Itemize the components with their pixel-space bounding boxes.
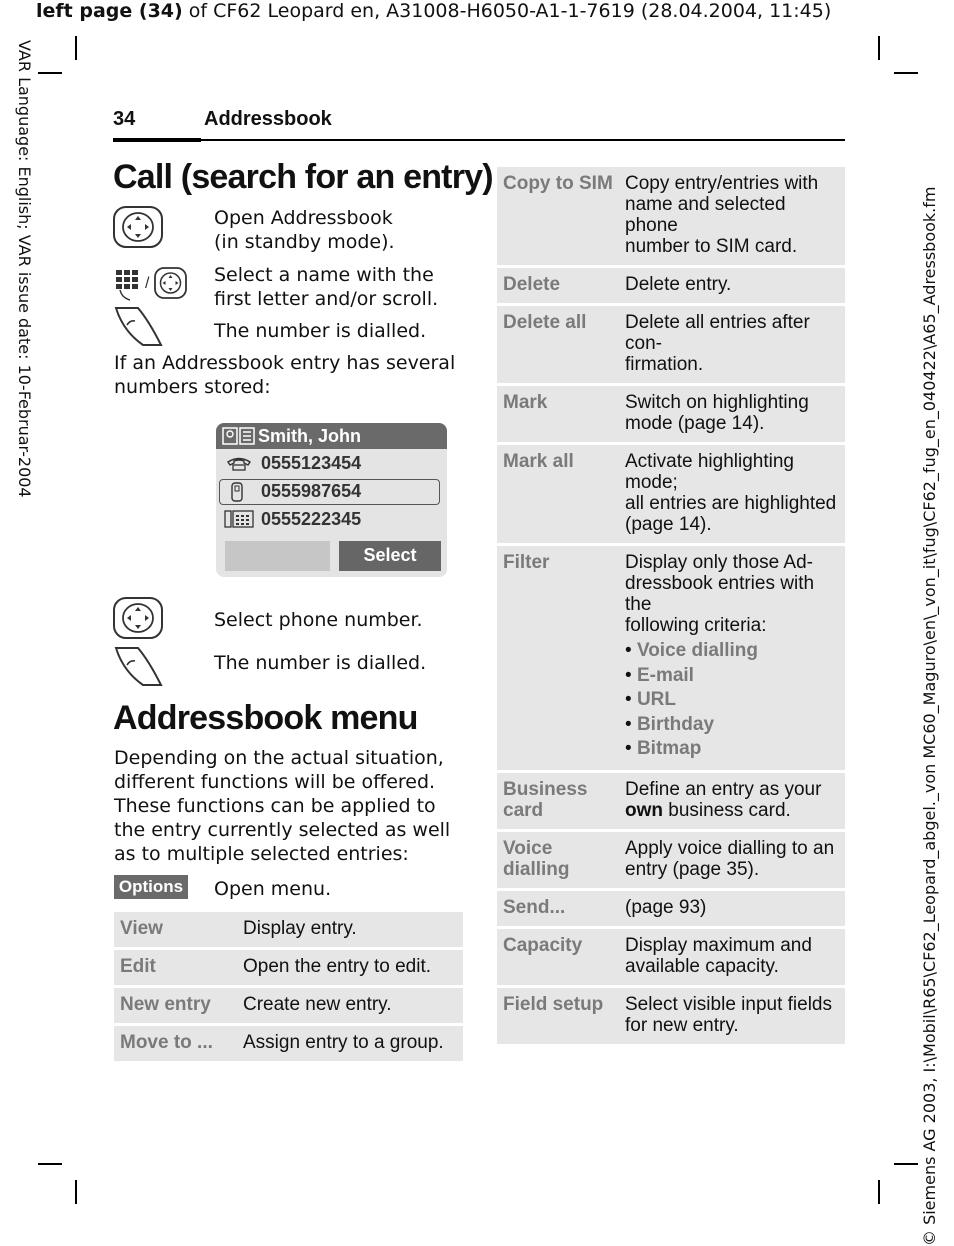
table-row — [497, 832, 845, 888]
function-name: Capacity — [497, 929, 619, 985]
function-description — [619, 386, 845, 442]
description-line — [625, 800, 839, 821]
softkey-left[interactable] — [225, 541, 330, 571]
number-row-mobile-selected[interactable] — [219, 479, 440, 505]
function-description: Assign entry to a group. — [237, 1026, 463, 1061]
table-row — [497, 386, 845, 442]
call-key-icon — [113, 305, 165, 347]
function-name: Move to ... — [114, 1026, 237, 1061]
description-line: for new entry. — [625, 1014, 739, 1036]
crop-mark — [878, 1180, 880, 1204]
navigation-key-icon — [112, 596, 164, 640]
crop-mark — [38, 1163, 62, 1165]
menu-para-line: These functions can be applied to — [114, 795, 436, 817]
function-name-line: Voice — [503, 837, 553, 859]
table-row — [497, 988, 845, 1044]
crop-mark — [894, 1163, 918, 1165]
list-item: • E-mail — [625, 664, 694, 686]
description-line: Copy entry/entries with — [625, 173, 819, 194]
phone-screen — [216, 423, 447, 577]
function-name: Delete all — [497, 306, 619, 383]
table-row — [114, 912, 463, 947]
keypad-icon — [112, 266, 188, 302]
number-2: 0555987654 — [261, 481, 362, 501]
description-line: following criteria: — [625, 615, 767, 636]
description-line: name and selected phone — [625, 194, 786, 236]
function-description — [619, 167, 845, 265]
options-softkey[interactable]: Options — [114, 875, 188, 899]
list-item: • Voice dialling — [625, 640, 758, 661]
intro-several-numbers — [114, 351, 455, 399]
menu-para-line: the entry currently selected as well — [114, 819, 451, 841]
header-rule — [113, 139, 845, 141]
description-line: Select visible input fields — [625, 993, 832, 1015]
list-item: • Birthday — [625, 713, 715, 735]
function-name: Delete — [497, 268, 619, 303]
function-name — [497, 832, 619, 888]
list-item: • Bitmap — [625, 738, 702, 759]
list-item: • URL — [625, 689, 676, 710]
function-name: Mark all — [497, 445, 619, 543]
crop-mark — [878, 36, 880, 60]
table-row — [497, 268, 845, 303]
description-line: (page 14). — [625, 514, 712, 535]
function-table-right — [497, 164, 845, 1047]
description-line: entry (page 35). — [625, 858, 760, 880]
table-row — [497, 445, 845, 543]
number-row-home[interactable] — [220, 451, 439, 475]
landline-icon — [226, 457, 252, 471]
menu-para-line: as to multiple selected entries: — [114, 843, 409, 865]
description-line: Define an entry as your — [625, 778, 822, 800]
menu-para-line: different functions will be offered. — [114, 771, 436, 793]
description-line: Apply voice dialling to an — [625, 837, 835, 859]
function-description: (page 93) — [619, 891, 845, 926]
table-row — [497, 773, 845, 829]
function-description: Create new entry. — [237, 988, 463, 1023]
description-line: firmation. — [625, 354, 704, 375]
function-name: View — [114, 912, 237, 947]
office-phone-icon — [224, 510, 254, 528]
description-line: Display only those Ad- — [625, 552, 813, 573]
step-select-phone-number: Select phone number. — [214, 609, 423, 631]
step2-line2: first letter and/or scroll. — [214, 288, 439, 310]
side-text-left-label: VAR Language: English; VAR issue date: 10-Februar-2004 — [15, 40, 34, 498]
criterion-label: Bitmap — [636, 738, 702, 759]
number-row-office[interactable] — [220, 507, 439, 531]
menu-title: Addressbook menu — [113, 699, 418, 737]
header-rule-accent — [113, 138, 201, 142]
function-name — [497, 773, 619, 829]
function-description — [619, 773, 845, 829]
emphasis: own — [625, 799, 663, 821]
description-line: number to SIM card. — [625, 236, 798, 257]
step1-line1: Open Addressbook — [214, 207, 393, 229]
function-table-left — [114, 909, 463, 1064]
function-name: Copy to SIM — [497, 167, 619, 265]
side-text-right-label: © Siemens AG 2003, I:\Mobil\R65\CF62_Leopard_abgel._von MC60_Maguro\en\_von_it\fug\CF62_fug_en_040422\A65_Adressbook.fm — [920, 186, 939, 1246]
table-row — [114, 950, 463, 985]
description-line: dressbook entries with the — [625, 573, 815, 615]
function-description — [619, 929, 845, 985]
function-description: Open the entry to edit. — [237, 950, 463, 985]
softkey-select[interactable]: Select — [339, 541, 441, 571]
function-name: Field setup — [497, 988, 619, 1044]
step-number-dialled: The number is dialled. — [214, 320, 427, 342]
menu-para-line: Depending on the actual situation, — [114, 747, 444, 769]
criterion-label: Voice dialling — [636, 640, 758, 661]
function-name-line: dialling — [503, 858, 570, 880]
menu-intro-paragraph — [114, 746, 450, 866]
function-description — [619, 306, 845, 383]
intro-line1: If an Addressbook entry has several — [114, 352, 456, 374]
table-row — [497, 167, 845, 265]
description-line: mode (page 14). — [625, 413, 765, 434]
crop-mark — [38, 72, 62, 74]
contact-name: Smith, John — [258, 426, 361, 446]
options-description: Open menu. — [214, 878, 332, 900]
description-line: Switch on highlighting — [625, 392, 809, 413]
print-header — [36, 0, 831, 22]
print-header-rest: of CF62 Leopard en, A31008-H6050-A1-1-7619 (28.04.2004, 11:45) — [182, 0, 832, 22]
intro-line2: numbers stored: — [114, 376, 271, 398]
function-name-line: Business — [503, 778, 588, 800]
description-line: available capacity. — [625, 955, 779, 977]
description-line: Display maximum and — [625, 934, 812, 956]
function-name: Edit — [114, 950, 237, 985]
table-row — [497, 546, 845, 770]
filter-criteria-list — [625, 639, 839, 762]
number-3: 0555222345 — [261, 509, 362, 529]
step-open-addressbook — [214, 206, 395, 254]
addressbook-icon — [222, 427, 256, 445]
print-header-bold: left page (34) — [36, 0, 183, 22]
function-description: Delete entry. — [619, 268, 845, 303]
criterion-label: Birthday — [636, 713, 715, 735]
page-number: 34 — [113, 108, 136, 130]
description-line: Activate highlighting mode; — [625, 451, 794, 493]
crop-mark — [894, 72, 918, 74]
crop-mark — [75, 36, 77, 60]
table-row — [114, 988, 463, 1023]
description-rest: business card. — [663, 799, 791, 821]
function-description — [619, 988, 845, 1044]
function-name: Mark — [497, 386, 619, 442]
table-row — [497, 891, 845, 926]
step2-line1: Select a name with the — [214, 264, 434, 286]
function-description — [619, 832, 845, 888]
section-title: Addressbook — [204, 108, 332, 130]
mobile-phone-icon — [230, 482, 244, 502]
call-title: Call (search for an entry) — [113, 158, 493, 196]
function-description — [619, 546, 845, 770]
screen-title-bar — [216, 423, 447, 449]
table-row — [497, 929, 845, 985]
function-name: Send... — [497, 891, 619, 926]
crop-mark — [75, 1180, 77, 1204]
step1-line2: (in standby mode). — [214, 231, 395, 253]
call-key-icon — [113, 645, 165, 689]
step-number-dialled-2: The number is dialled. — [214, 652, 427, 674]
function-description — [619, 445, 845, 543]
svg-text:/: / — [145, 275, 150, 292]
description-line: all entries are highlighted — [625, 493, 837, 514]
description-line: Delete all entries after con- — [625, 312, 810, 354]
table-row — [497, 306, 845, 383]
function-name: Filter — [497, 546, 619, 770]
number-1: 0555123454 — [261, 453, 362, 473]
criterion-label: E-mail — [636, 664, 694, 686]
function-name: New entry — [114, 988, 237, 1023]
navigation-key-icon — [112, 205, 164, 249]
function-description: Display entry. — [237, 912, 463, 947]
criterion-label: URL — [636, 689, 676, 710]
step-select-name — [214, 263, 438, 311]
table-row — [114, 1026, 463, 1061]
function-name-line: card — [503, 799, 544, 821]
